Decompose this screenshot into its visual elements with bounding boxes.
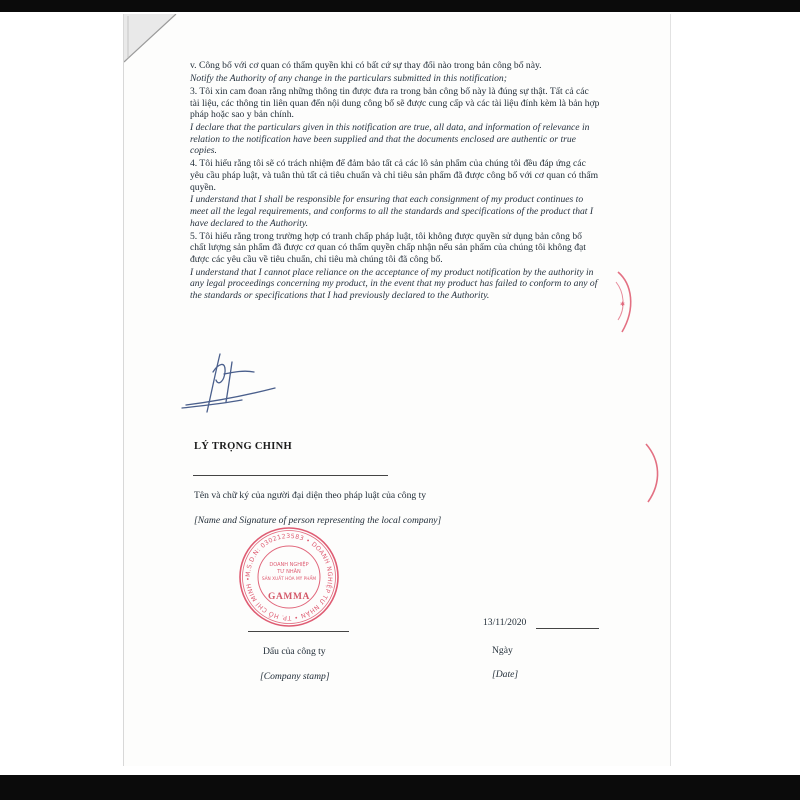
svg-text:TƯ NHÂN: TƯ NHÂN — [277, 569, 301, 575]
stamp-label-vi: Dấu của công ty — [263, 646, 326, 657]
folded-corner — [124, 14, 184, 74]
date-label-en: [Date] — [492, 669, 519, 680]
svg-text:SẢN XUẤT HÓA MỸ PHẨM: SẢN XUẤT HÓA MỸ PHẨM — [261, 577, 317, 582]
item-5-vi: 5. Tôi hiểu rằng trong trường hợp có tranh chấp pháp luật, tôi không được quyền sử dụng bản công bố chất lượng sản phẩm đã được cơ quan có thẩm quyền chấp nhận nếu sản phẩm của chúng tôi không đạt được các yêu cầu về tiêu chuẩn, chỉ tiêu mà chúng tôi đã công bố. — [190, 230, 586, 265]
signature-caption-vi: Tên và chữ ký của người đại diện theo pháp luật của công ty — [194, 490, 427, 501]
item-3-vi: 3. Tôi xin cam đoan rằng những thông tin được đưa ra trong bản công bố này là đúng sự thật. Tất cả các tài liệu, các thông tin liên quan đến nội dung công bố sẽ được cung cấp và các tài liệu đính kèm là bản hợp pháp hoặc sao y bản chính. — [190, 85, 600, 121]
item-5-en: I understand that I cannot place reliance on the acceptance of my product notification by the authority in any legal proceedings concerning my product, in the event that my product has failed to conform to any of the standards or specifications that I had previously declared to the Authority. — [190, 266, 598, 302]
page-edge-stamp-fragment-bottom — [640, 440, 664, 506]
signature-caption-en: [Name and Signature of person representing the local company] — [194, 515, 442, 526]
date-label-vi: Ngày — [492, 645, 513, 656]
stamp-label-en: [Company stamp] — [260, 671, 330, 682]
top-black-bar — [0, 0, 800, 12]
stamp-company-name: GAMMA — [267, 592, 311, 602]
declaration-text — [190, 60, 600, 303]
date-value: 13/11/2020 — [483, 617, 527, 628]
signature-line — [193, 475, 388, 476]
date-line — [536, 628, 599, 629]
page-edge-stamp-fragment-top — [612, 268, 638, 338]
handwritten-signature — [180, 350, 310, 420]
item-v-en: Notify the Authority of any change in the particulars submitted in this notification; — [190, 72, 507, 84]
item-v-vi: v. Công bố với cơ quan có thẩm quyền khi có bất cứ sự thay đổi nào trong bản công bố này. — [190, 60, 542, 71]
bottom-black-bar — [0, 775, 800, 800]
stamp-line — [248, 631, 349, 632]
signer-name: LÝ TRỌNG CHINH — [194, 441, 292, 452]
svg-text:✱: ✱ — [620, 301, 626, 308]
item-4-vi: 4. Tôi hiểu rằng tôi sẽ có trách nhiệm để đảm bảo tất cả các lô sản phẩm của chúng tôi đều đáp ứng các yêu cầu pháp luật, và tuân thủ tất cả tiêu chuẩn và chỉ tiêu sản phẩm đã được công bố với cơ quan có thẩm quyền. — [190, 158, 599, 193]
svg-text:M.S.D.N: 0302123583 • DOANH NG: M.S.D.N: 0302123583 • DOANH NGHIỆP TƯ NHÂN • TP. HỒ CHÍ MINH • — [244, 532, 334, 622]
svg-text:DOANH NGHIỆP: DOANH NGHIỆP — [269, 562, 309, 568]
item-3-en: I declare that the particulars given in this notification are true, all data, and information of relevance in relation to the notification have been supplied and that the documents enclosed are authentic or true copies. — [190, 122, 590, 157]
item-4-en: I understand that I shall be responsible for ensuring that each consignment of my product continues to meet all the legal requirements, and conforms to all the standards and specifications of the product that I have declared to the Authority. — [190, 194, 594, 229]
company-stamp-seal — [238, 526, 340, 628]
